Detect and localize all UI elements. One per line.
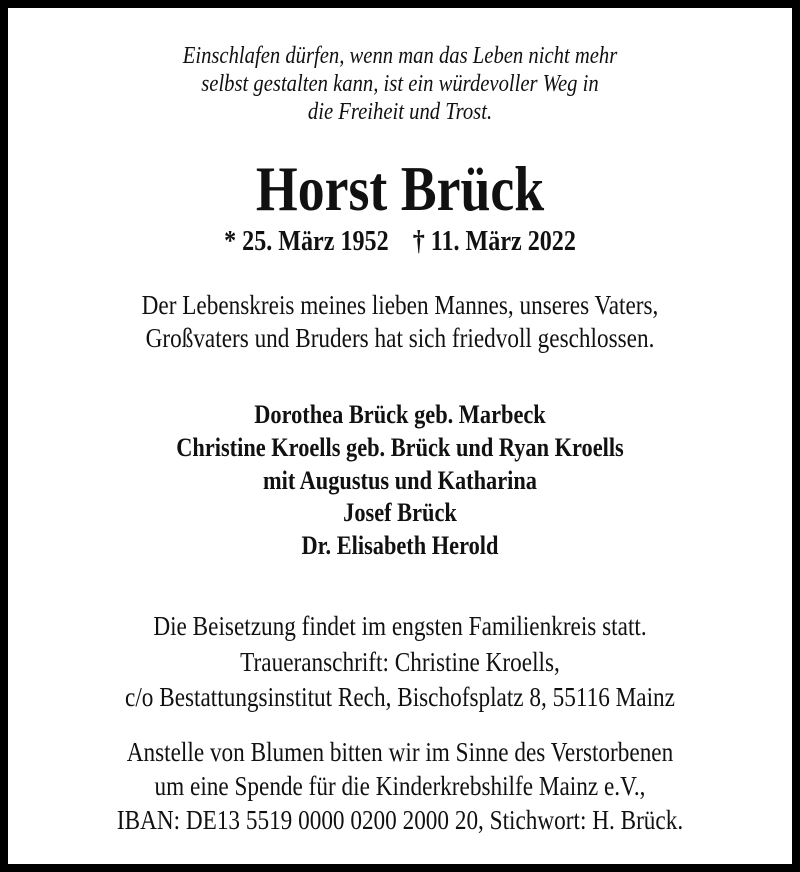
mourner: Josef Brück <box>343 498 457 527</box>
address-line: Traueranschrift: Christine Kroells, <box>240 647 560 677</box>
mourner: Christine Kroells geb. Brück und Ryan Kroells <box>176 433 624 462</box>
donation-line: IBAN: DE13 5519 0000 0200 2000 20, Stichwort: H. Brück. <box>116 805 684 835</box>
burial-note: Die Beisetzung findet im engsten Familienkreis statt. <box>153 611 647 641</box>
quote-line: selbst gestalten kann, ist ein würdevoller Weg in <box>201 71 599 97</box>
deceased-name: Horst Brück <box>255 153 545 224</box>
birth-date: * 25. März 1952 <box>224 226 389 257</box>
mourner: Dr. Elisabeth Herold <box>301 531 499 560</box>
death-date: † 11. März 2022 <box>412 226 576 257</box>
address-line: c/o Bestattungsinstitut Rech, Bischofsplatz 8, 55116 Mainz <box>125 682 675 712</box>
quote-line: die Freiheit und Trost. <box>307 99 493 125</box>
donation-line: um eine Spende für die Kinderkrebshilfe Mainz e.V., <box>154 771 646 801</box>
obituary-notice <box>8 8 792 864</box>
mourner: Dorothea Brück geb. Marbeck <box>254 400 546 429</box>
life-dates <box>63 226 737 258</box>
statement-line: Der Lebenskreis meines lieben Mannes, unseres Vaters, <box>141 290 659 320</box>
statement-line: Großvaters und Bruders hat sich friedvoll geschlossen. <box>145 323 655 353</box>
mourner: mit Augustus und Katharina <box>262 466 537 495</box>
donation-line: Anstelle von Blumen bitten wir im Sinne des Verstorbenen <box>126 737 674 767</box>
quote-line: Einschlafen dürfen, wenn man das Leben nicht mehr <box>182 43 618 69</box>
